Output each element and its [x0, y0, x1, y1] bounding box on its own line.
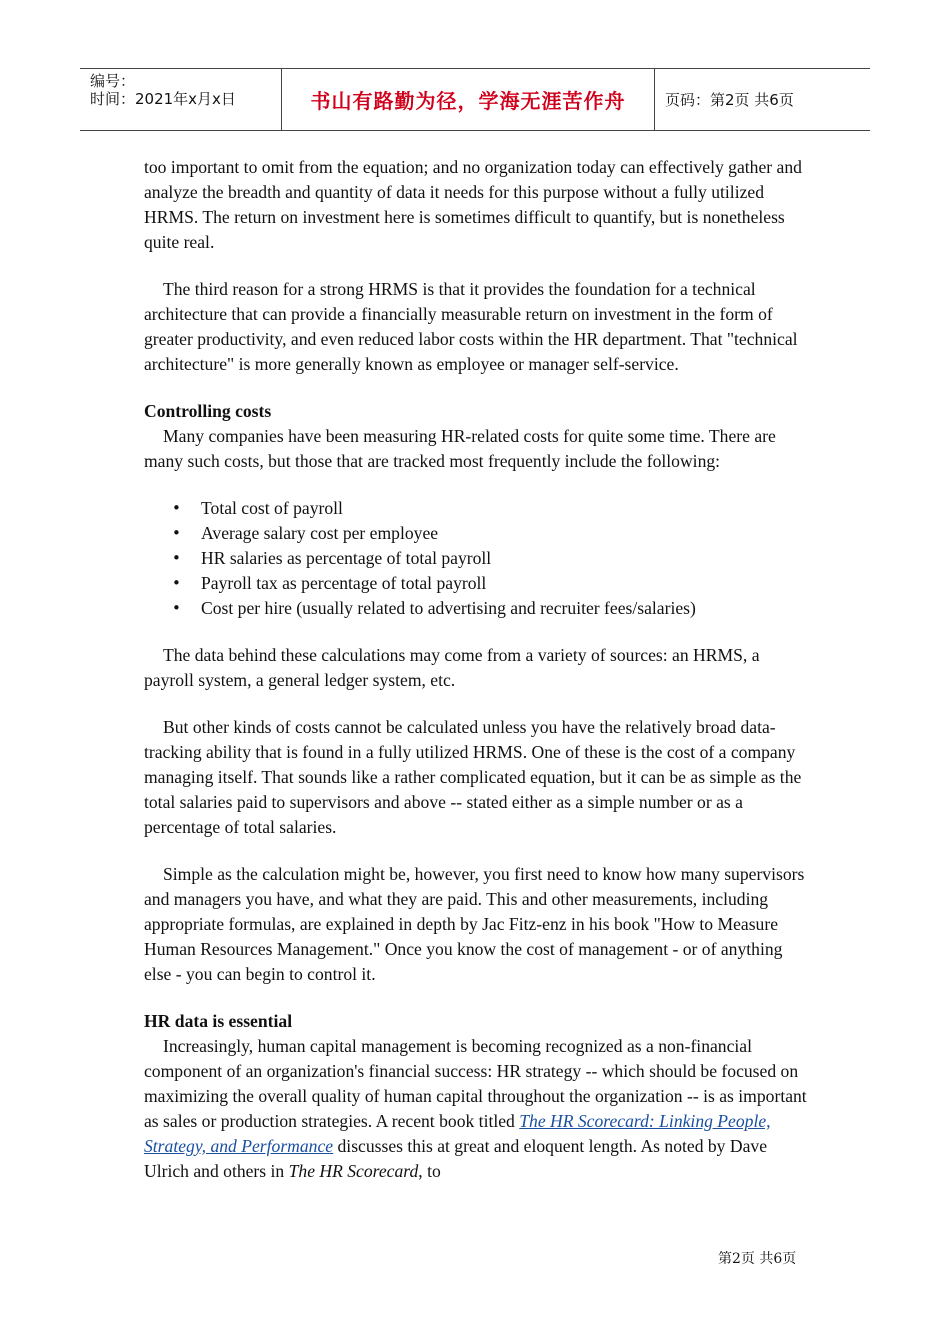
paragraph-text: discusses this at great and eloquent length. As noted by Dave Ulrich and others in — [144, 1136, 767, 1181]
paragraph-hr-costs: Many companies have been measuring HR-related costs for quite some time. There are many such costs, but those that are tracked most frequently include the following: — [144, 426, 776, 471]
section-heading-controlling-costs: Controlling costs — [144, 401, 272, 421]
list-item: • Total cost of payroll — [144, 496, 809, 521]
list-item: • Cost per hire (usually related to advertising and recruiter fees/salaries) — [144, 596, 809, 621]
section-heading-hr-data: HR data is essential — [144, 1011, 293, 1031]
header-page-cell — [655, 69, 870, 130]
document-time-label: 时间：2021年x月x日 — [90, 90, 236, 108]
list-item: • HR salaries as percentage of total payroll — [144, 546, 809, 571]
list-item: • Payroll tax as percentage of total payroll — [144, 571, 809, 596]
page-footer: 第2页 共6页 — [718, 1251, 797, 1267]
header-page-info: 页码：第2页 共6页 — [665, 91, 794, 109]
cost-list — [144, 496, 809, 621]
paragraph-third-reason: The third reason for a strong HRMS is that it provides the foundation for a technical architecture that can provide a financially measurable return on investment in the form of greater productivity, and even reduced labor costs within the HR department. That "technical architecture" is more generally known as employee or manager self-service. — [144, 279, 798, 374]
header-motto: 书山有路勤为径，学海无涯苦作舟 — [310, 89, 626, 113]
document-body — [144, 155, 809, 1184]
paragraph-text: , to — [418, 1161, 441, 1181]
paragraph-other-costs: But other kinds of costs cannot be calculated unless you have the relatively broad data-tracking ability that is found in a fully utilized HRMS. One of these is the cost of a company managing itself. That sounds like a rather complicated equation, but it can be as simple as the total salaries paid to supervisors and above -- stated either as a simple number or as a percentage of total salaries. — [144, 717, 802, 837]
list-item: • Average salary cost per employee — [144, 521, 809, 546]
document-number-label: 编号： — [90, 72, 136, 90]
header-motto-cell — [282, 69, 655, 130]
page-header — [80, 68, 870, 131]
paragraph-human-capital — [144, 1034, 809, 1184]
paragraph-text: Increasingly, human capital management is becoming recognized as a non-financial component of an organization's financial success: HR strategy -- which should be focused on maximizing the overall quality of human capital throughout the organization -- is as important as sales or production strategies. A recent book titled — [144, 1036, 807, 1131]
paragraph-simple-calculation: Simple as the calculation might be, however, you first need to know how many supervisors and managers you have, and what they are paid. This and other measurements, including appropriate formulas, are explained in depth by Jac Fitz-enz in his book "How to Measure Human Resources Management." Once you know the cost of management - or of anything else - you can begin to control it. — [144, 864, 805, 984]
paragraph-continuation: too important to omit from the equation; and no organization today can effectively gather and analyze the breadth and quantity of data it needs for this purpose without a fully utilized HRMS. The return on investment here is sometimes difficult to quantify, but is nonetheless quite real. — [144, 157, 802, 252]
header-left-cell — [80, 69, 282, 130]
book-link-hr-scorecard[interactable]: The HR Scorecard: Linking People, Strategy, and Performance — [144, 1111, 771, 1156]
paragraph-data-sources: The data behind these calculations may come from a variety of sources: an HRMS, a payroll system, a general ledger system, etc. — [144, 645, 760, 690]
book-title-italic: The HR Scorecard — [288, 1161, 419, 1181]
